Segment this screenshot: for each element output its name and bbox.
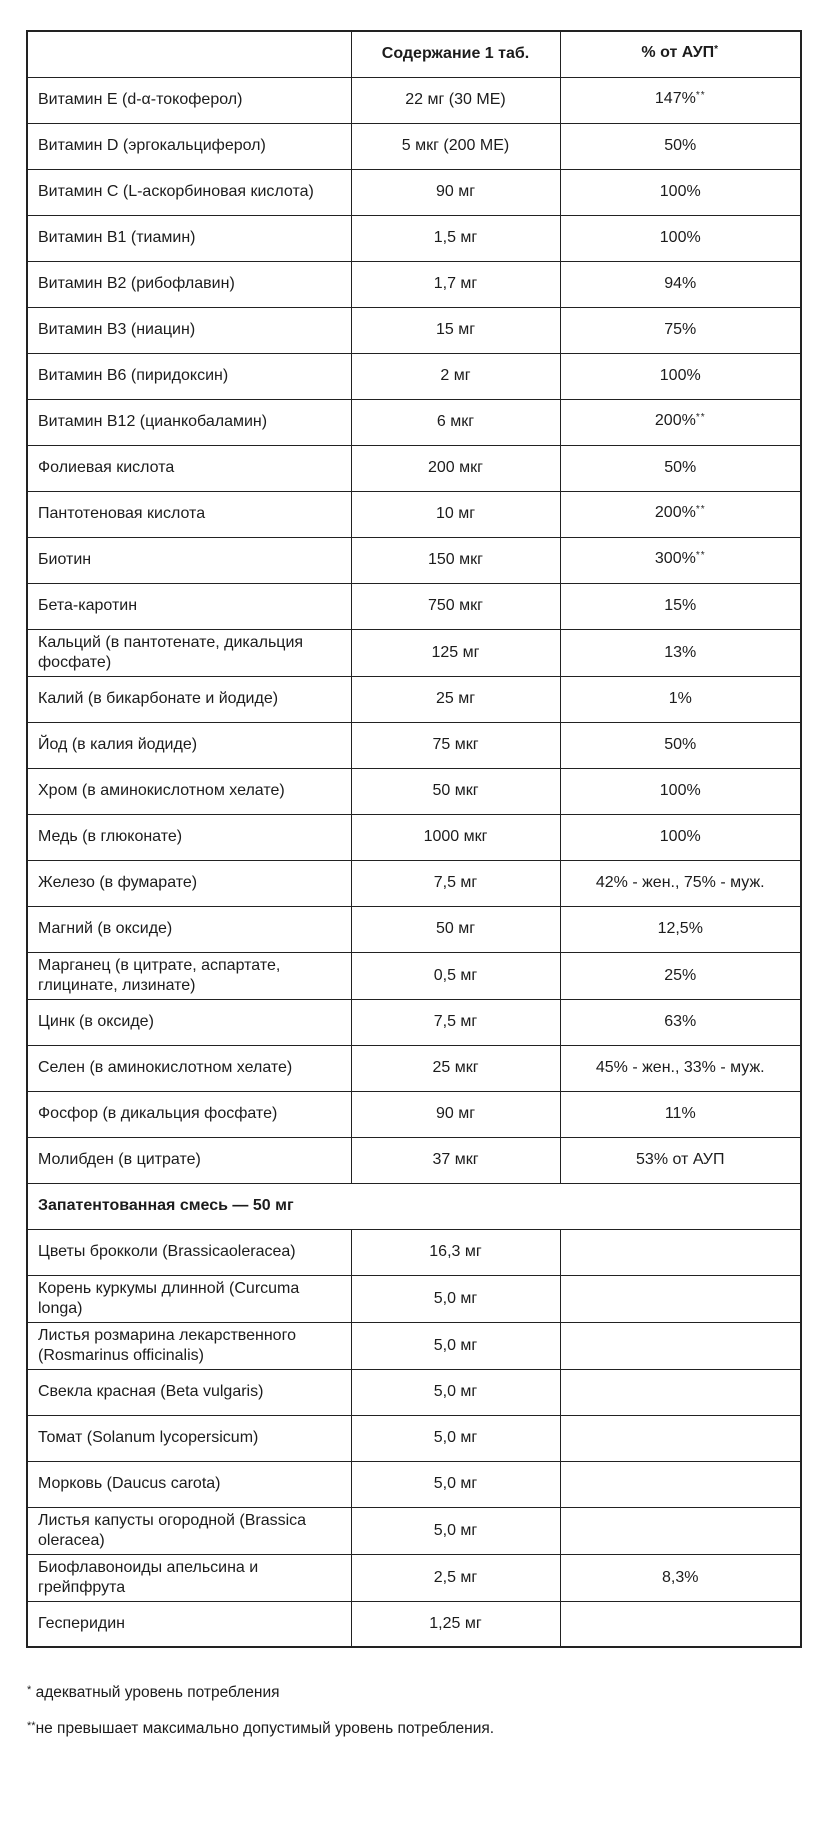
- table-row: [27, 399, 801, 445]
- nutrient-name-cell: Биофлавоноиды апельсина и грейпфрута: [27, 1554, 351, 1601]
- amount-cell: 125 мг: [351, 629, 560, 676]
- percent-cell: 45% - жен., 33% - муж.: [560, 1045, 801, 1091]
- percent-cell: [560, 1601, 801, 1647]
- amount-cell: 7,5 мг: [351, 860, 560, 906]
- nutrient-name-cell: Кальций (в пантотенате, дикальция фосфате): [27, 629, 351, 676]
- table-row: [27, 261, 801, 307]
- percent-cell: 8,3%: [560, 1554, 801, 1601]
- table-row: [27, 1045, 801, 1091]
- table-row: [27, 537, 801, 583]
- amount-cell: 25 мг: [351, 676, 560, 722]
- nutrient-name-cell: Витамин E (d-α-токоферол): [27, 77, 351, 123]
- header-cell-amount: Содержание 1 таб.: [351, 31, 560, 77]
- amount-cell: 150 мкг: [351, 537, 560, 583]
- percent-cell: 100%: [560, 215, 801, 261]
- nutrient-name-cell: Свекла красная (Beta vulgaris): [27, 1369, 351, 1415]
- table-row: [27, 1091, 801, 1137]
- table-header-row: [27, 31, 801, 77]
- nutrient-name-cell: Витамин B3 (ниацин): [27, 307, 351, 353]
- table-row: [27, 722, 801, 768]
- percent-cell: [560, 1369, 801, 1415]
- amount-cell: 22 мг (30 МЕ): [351, 77, 560, 123]
- percent-cell: 94%: [560, 261, 801, 307]
- amount-cell: 1000 мкг: [351, 814, 560, 860]
- percent-cell: [560, 1507, 801, 1554]
- amount-cell: 5 мкг (200 МЕ): [351, 123, 560, 169]
- percent-cell: 200%**: [560, 491, 801, 537]
- percent-cell: [560, 1415, 801, 1461]
- amount-cell: 5,0 мг: [351, 1275, 560, 1322]
- nutrient-name-cell: Хром (в аминокислотном хелате): [27, 768, 351, 814]
- amount-cell: 15 мг: [351, 307, 560, 353]
- table-row: [27, 860, 801, 906]
- footnote-adequate-level: [27, 1683, 800, 1704]
- section-header-cell: Запатентованная смесь — 50 мг: [27, 1183, 801, 1229]
- table-row: [27, 1229, 801, 1275]
- table-row: [27, 906, 801, 952]
- amount-cell: 750 мкг: [351, 583, 560, 629]
- table-row: [27, 1275, 801, 1322]
- percent-cell: 50%: [560, 123, 801, 169]
- percent-header-label: % от АУП: [641, 44, 715, 62]
- percent-cell: 50%: [560, 722, 801, 768]
- footnotes-block: [26, 1683, 800, 1740]
- percent-cell: 13%: [560, 629, 801, 676]
- table-row: [27, 1369, 801, 1415]
- table-row: [27, 629, 801, 676]
- table-row: [27, 1507, 801, 1554]
- amount-cell: 5,0 мг: [351, 1369, 560, 1415]
- percent-cell: 53% от АУП: [560, 1137, 801, 1183]
- amount-cell: 1,7 мг: [351, 261, 560, 307]
- nutrient-name-cell: Молибден (в цитрате): [27, 1137, 351, 1183]
- amount-cell: 10 мг: [351, 491, 560, 537]
- supplement-facts-table: [26, 30, 802, 1648]
- amount-cell: 5,0 мг: [351, 1322, 560, 1369]
- percent-cell: 200%**: [560, 399, 801, 445]
- percent-cell: 63%: [560, 999, 801, 1045]
- amount-cell: 90 мг: [351, 169, 560, 215]
- percent-cell: 12,5%: [560, 906, 801, 952]
- percent-cell: 50%: [560, 445, 801, 491]
- footnote-marker: **: [695, 504, 706, 515]
- footnote-marker: **: [695, 90, 706, 101]
- amount-cell: 37 мкг: [351, 1137, 560, 1183]
- nutrient-name-cell: Корень куркумы длинной (Curcuma longa): [27, 1275, 351, 1322]
- amount-cell: 5,0 мг: [351, 1415, 560, 1461]
- nutrient-name-cell: Бета-каротин: [27, 583, 351, 629]
- nutrient-name-cell: Магний (в оксиде): [27, 906, 351, 952]
- footnote-marker: *: [27, 1684, 32, 1696]
- nutrient-name-cell: Листья капусты огородной (Brassica oleracea): [27, 1507, 351, 1554]
- percent-cell: [560, 1461, 801, 1507]
- table-row: [27, 77, 801, 123]
- footnote-max-level: [27, 1719, 800, 1740]
- table-row: [27, 445, 801, 491]
- header-cell-empty: [27, 31, 351, 77]
- table-row: [27, 353, 801, 399]
- percent-cell: 1%: [560, 676, 801, 722]
- percent-cell: 75%: [560, 307, 801, 353]
- nutrient-name-cell: Витамин B1 (тиамин): [27, 215, 351, 261]
- table-row: [27, 952, 801, 999]
- footnote-marker: **: [27, 1720, 36, 1732]
- footnote-text: не превышает максимально допустимый уровень потребления.: [35, 1720, 495, 1737]
- percent-cell: [560, 1275, 801, 1322]
- table-row: [27, 814, 801, 860]
- table-row: [27, 1461, 801, 1507]
- footnote-marker: *: [714, 44, 720, 56]
- table-row: [27, 999, 801, 1045]
- section-header-row: [27, 1183, 801, 1229]
- nutrient-name-cell: Листья розмарина лекарственного (Rosmarinus officinalis): [27, 1322, 351, 1369]
- amount-cell: 50 мкг: [351, 768, 560, 814]
- percent-cell: 300%**: [560, 537, 801, 583]
- amount-cell: 7,5 мг: [351, 999, 560, 1045]
- percent-cell: 100%: [560, 169, 801, 215]
- amount-cell: 200 мкг: [351, 445, 560, 491]
- percent-cell: 100%: [560, 353, 801, 399]
- footnote-text: адекватный уровень потребления: [31, 1684, 280, 1701]
- nutrient-name-cell: Калий (в бикарбонате и йодиде): [27, 676, 351, 722]
- table-row: [27, 1601, 801, 1647]
- table-row: [27, 768, 801, 814]
- percent-cell: 25%: [560, 952, 801, 999]
- nutrient-name-cell: Витамин B2 (рибофлавин): [27, 261, 351, 307]
- percent-cell: [560, 1322, 801, 1369]
- amount-cell: 50 мг: [351, 906, 560, 952]
- table-row: [27, 1554, 801, 1601]
- nutrient-name-cell: Фосфор (в дикальция фосфате): [27, 1091, 351, 1137]
- table-row: [27, 307, 801, 353]
- nutrient-name-cell: Витамин D (эргокальциферол): [27, 123, 351, 169]
- amount-cell: 5,0 мг: [351, 1507, 560, 1554]
- nutrient-name-cell: Йод (в калия йодиде): [27, 722, 351, 768]
- nutrient-name-cell: Томат (Solanum lycopersicum): [27, 1415, 351, 1461]
- nutrient-name-cell: Селен (в аминокислотном хелате): [27, 1045, 351, 1091]
- table-row: [27, 1322, 801, 1369]
- nutrient-name-cell: Марганец (в цитрате, аспартате, глицинате, лизинате): [27, 952, 351, 999]
- table-row: [27, 215, 801, 261]
- nutrient-name-cell: Витамин C (L-аскорбиновая кислота): [27, 169, 351, 215]
- table-row: [27, 491, 801, 537]
- table-row: [27, 1415, 801, 1461]
- table-row: [27, 123, 801, 169]
- nutrient-name-cell: Биотин: [27, 537, 351, 583]
- percent-cell: 11%: [560, 1091, 801, 1137]
- nutrient-name-cell: Цинк (в оксиде): [27, 999, 351, 1045]
- table-row: [27, 676, 801, 722]
- table-row: [27, 583, 801, 629]
- header-cell-percent: [560, 31, 801, 77]
- amount-cell: 1,5 мг: [351, 215, 560, 261]
- nutrient-name-cell: Гесперидин: [27, 1601, 351, 1647]
- nutrient-name-cell: Витамин B12 (цианкобаламин): [27, 399, 351, 445]
- footnote-marker: **: [695, 412, 706, 423]
- nutrient-name-cell: Цветы брокколи (Brassicaoleracea): [27, 1229, 351, 1275]
- percent-cell: 147%**: [560, 77, 801, 123]
- percent-cell: 15%: [560, 583, 801, 629]
- amount-cell: 25 мкг: [351, 1045, 560, 1091]
- nutrient-name-cell: Морковь (Daucus carota): [27, 1461, 351, 1507]
- nutrient-name-cell: Витамин B6 (пиридоксин): [27, 353, 351, 399]
- percent-cell: [560, 1229, 801, 1275]
- nutrient-name-cell: Пантотеновая кислота: [27, 491, 351, 537]
- amount-cell: 6 мкг: [351, 399, 560, 445]
- amount-cell: 90 мг: [351, 1091, 560, 1137]
- nutrient-name-cell: Железо (в фумарате): [27, 860, 351, 906]
- percent-cell: 100%: [560, 814, 801, 860]
- table-row: [27, 1137, 801, 1183]
- amount-cell: 1,25 мг: [351, 1601, 560, 1647]
- table-row: [27, 169, 801, 215]
- amount-cell: 2,5 мг: [351, 1554, 560, 1601]
- amount-cell: 75 мкг: [351, 722, 560, 768]
- amount-cell: 2 мг: [351, 353, 560, 399]
- amount-cell: 16,3 мг: [351, 1229, 560, 1275]
- amount-cell: 5,0 мг: [351, 1461, 560, 1507]
- nutrient-name-cell: Фолиевая кислота: [27, 445, 351, 491]
- nutrient-name-cell: Медь (в глюконате): [27, 814, 351, 860]
- percent-cell: 42% - жен., 75% - муж.: [560, 860, 801, 906]
- percent-cell: 100%: [560, 768, 801, 814]
- amount-cell: 0,5 мг: [351, 952, 560, 999]
- footnote-marker: **: [695, 550, 706, 561]
